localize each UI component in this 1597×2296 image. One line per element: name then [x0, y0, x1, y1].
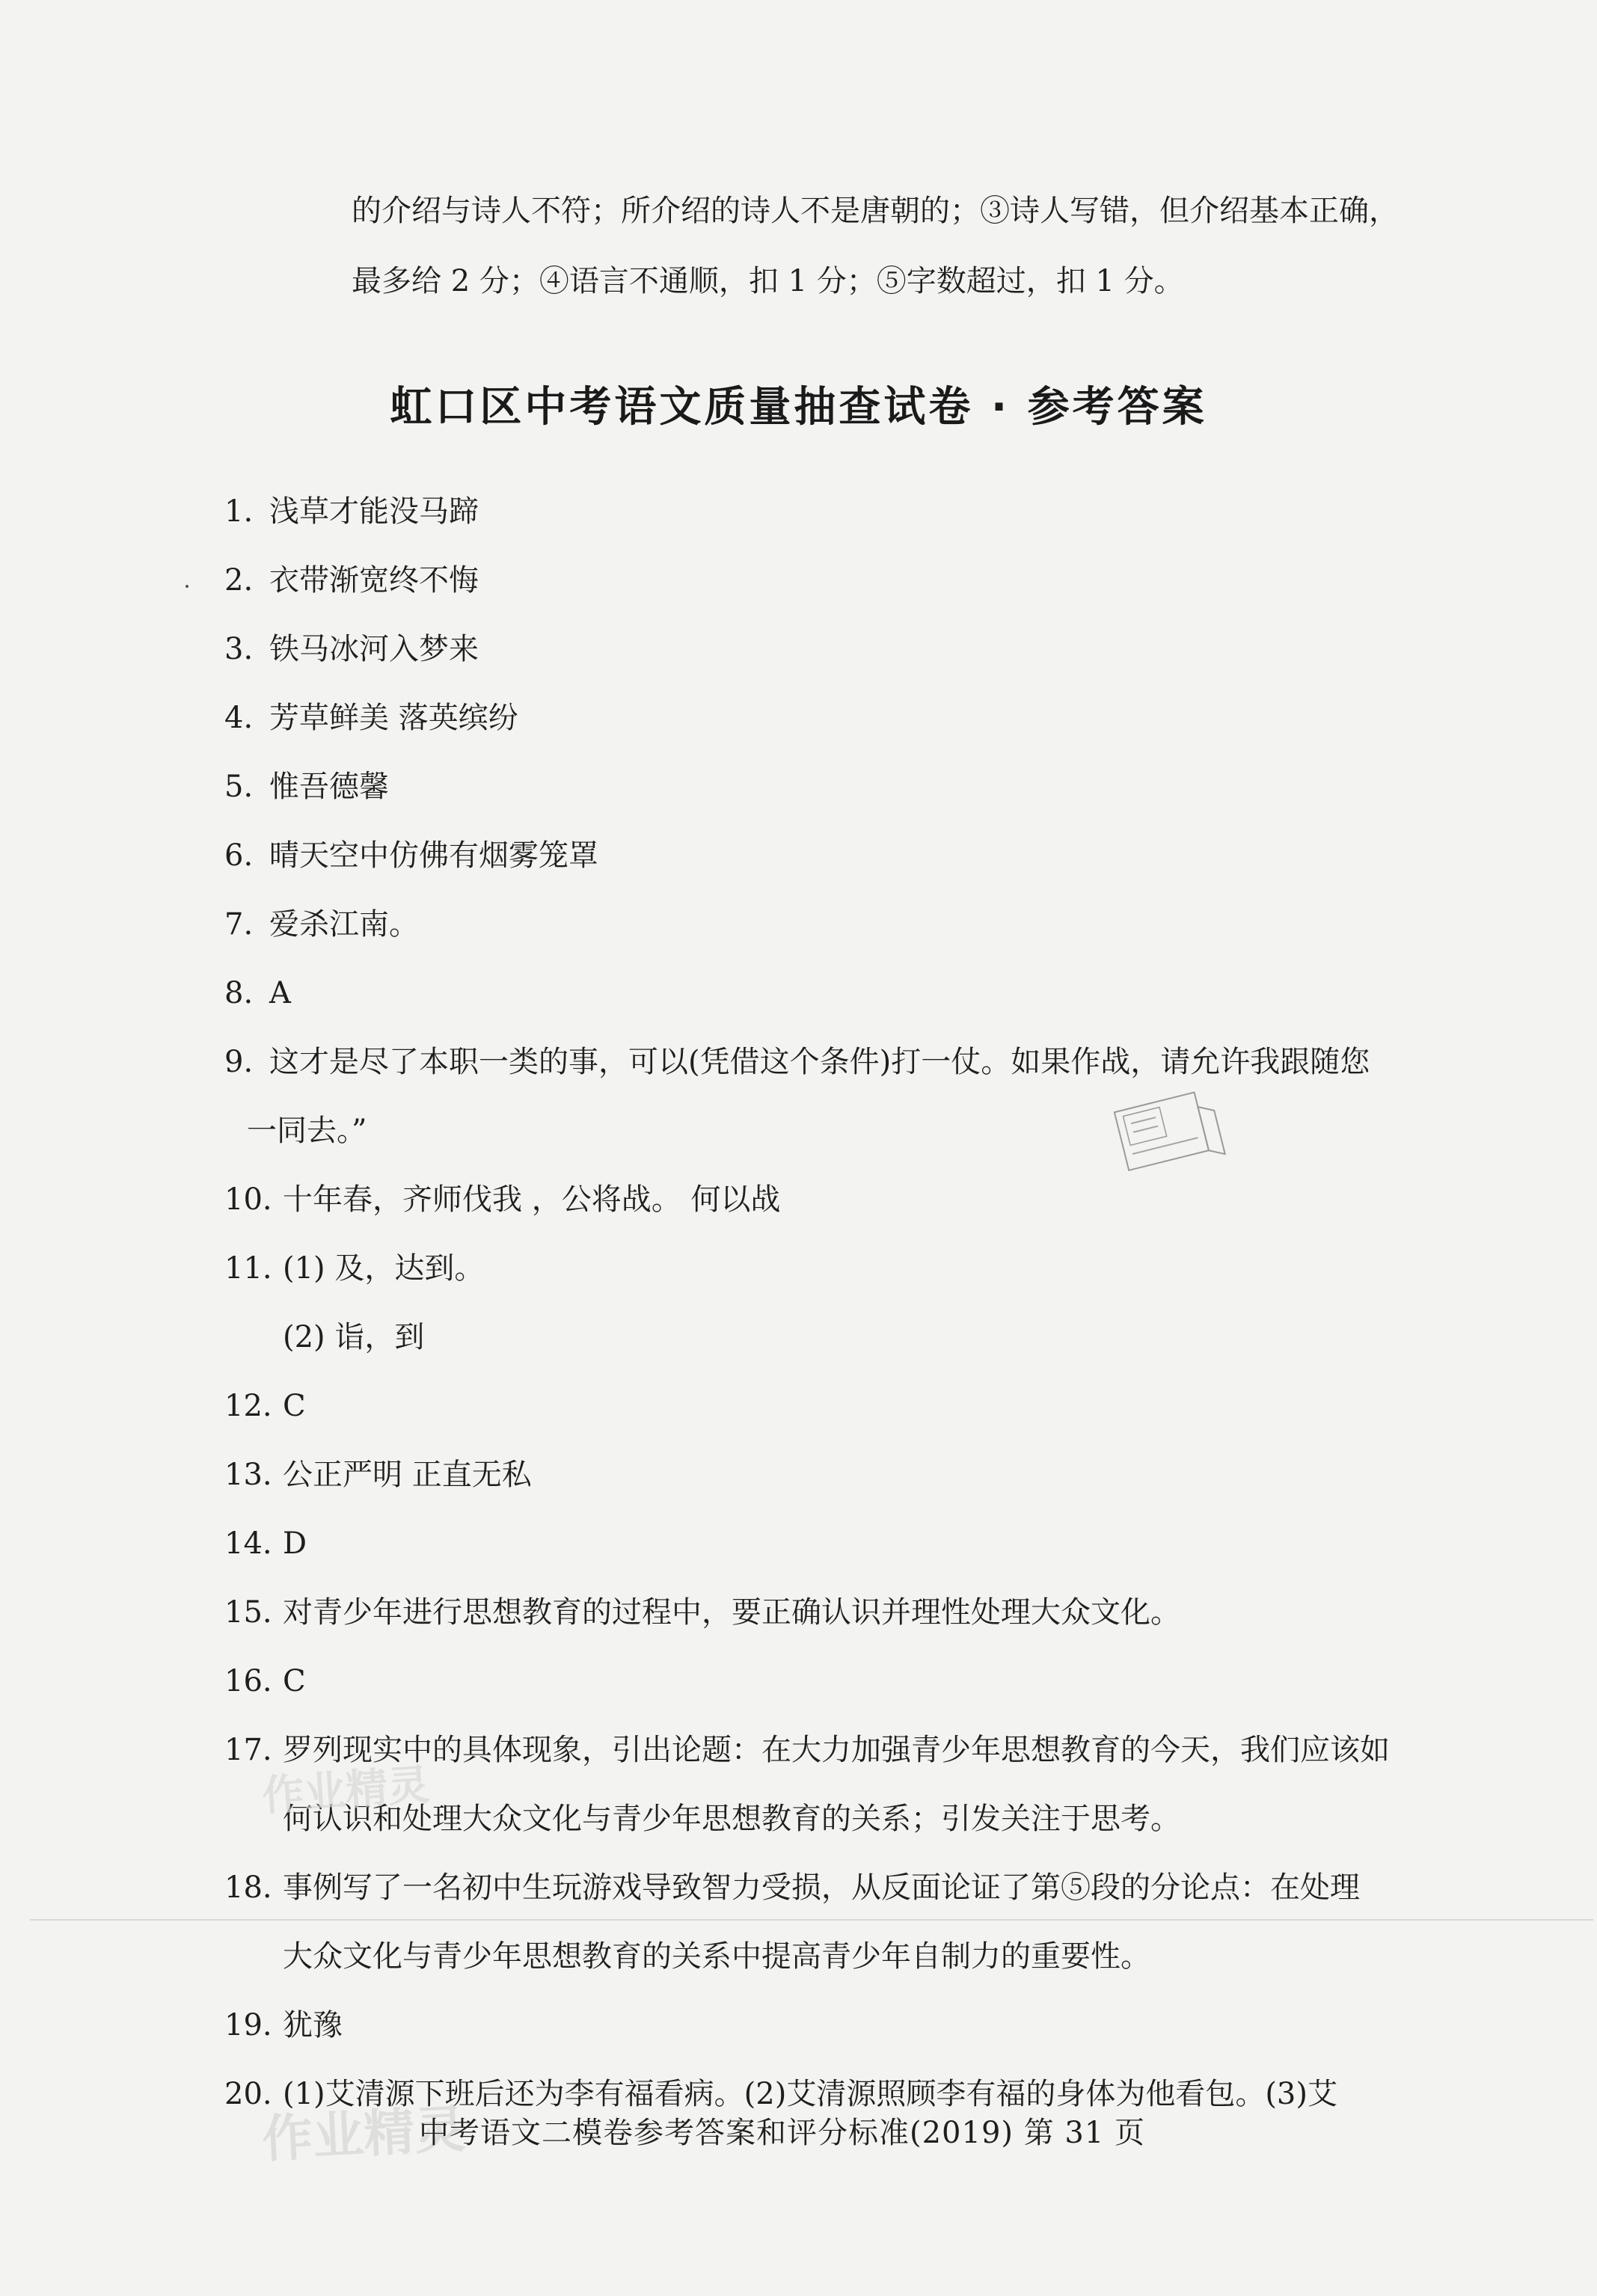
answer-continuation: 一同去。”: [247, 1114, 367, 1148]
answer-continuation: 大众文化与青少年思想教育的关系中提高青少年自制力的重要性。: [283, 1939, 1150, 1974]
answer-item: [224, 838, 598, 874]
answer-text: 铁马冰河入梦来: [269, 632, 479, 666]
answer-text: 浅草才能没马蹄: [269, 494, 479, 529]
answer-text: 这才是尽了本职一类的事，可以(凭借这个条件)打一仗。如果作战，请允许我跟随您: [269, 1045, 1370, 1079]
answer-item: [224, 975, 291, 1011]
watermark-text-bottom: 作业精灵: [260, 2099, 468, 2170]
answer-text: 晴天空中仿佛有烟雾笼罩: [269, 838, 598, 873]
answer-number: 3.: [224, 632, 254, 666]
answer-number: 19.: [224, 2008, 272, 2042]
answer-number: 16.: [224, 1664, 272, 1698]
answer-number: 13.: [224, 1458, 272, 1492]
answer-text: 犹豫: [283, 2008, 343, 2042]
answer-number: 9.: [224, 1045, 254, 1079]
answer-text: 芳草鲜美 落英缤纷: [269, 701, 518, 735]
answer-text: (1) 及，达到。: [283, 1251, 485, 1286]
watermark-stamp-icon: [1106, 1080, 1236, 1194]
answer-item: [224, 1870, 1360, 1906]
scan-speck: [186, 585, 188, 588]
page-title: 虹口区中考语文质量抽查试卷 · 参考答案: [390, 383, 1207, 432]
answer-text: 惟吾德馨: [269, 770, 389, 804]
answer-text: 衣带渐宽终不悔: [269, 563, 479, 598]
answer-item: [224, 1594, 1180, 1630]
answer-text: A: [269, 976, 291, 1010]
answer-number: 11.: [224, 1251, 272, 1286]
answer-item: [224, 2007, 343, 2043]
answer-text: 爱杀江南。: [269, 907, 419, 942]
answer-item: [224, 1663, 306, 1699]
answer-item: [224, 769, 389, 805]
answer-number: 4.: [224, 701, 254, 735]
answer-item: [224, 562, 479, 598]
answer-continuation: 何认识和处理大众文化与青少年思想教育的关系；引发关注于思考。: [283, 1802, 1180, 1836]
answer-number: 8.: [224, 976, 254, 1010]
answer-text: (1)艾清源下班后还为李有福看病。(2)艾清源照顾李有福的身体为他看包。(3)艾: [283, 2077, 1337, 2111]
page-footer: 中考语文二模卷参考答案和评分标准(2019) 第 31 页: [419, 2116, 1146, 2150]
continuation-line-2: 最多给 2 分；④语言不通顺，扣 1 分；⑤字数超过，扣 1 分。: [352, 264, 1184, 298]
answer-text: 对青少年进行思想教育的过程中，要正确认识并理性处理大众文化。: [283, 1595, 1180, 1630]
answer-item: [224, 1044, 1370, 1080]
answer-text: 十年春，齐师伐我 ，公将战。 何以战: [283, 1182, 781, 1217]
answer-text: 公正严明 正直无私: [283, 1458, 532, 1492]
answer-number: 12.: [224, 1389, 272, 1423]
answer-number: 1.: [224, 494, 254, 529]
answer-item: [224, 700, 518, 736]
watermark-text: 作业精灵: [260, 1761, 432, 1821]
answer-item: [224, 631, 479, 667]
answer-text: 事例写了一名初中生玩游戏导致智力受损，从反面论证了第⑤段的分论点：在处理: [283, 1870, 1360, 1905]
answer-item: [224, 1182, 780, 1218]
answer-number: 20.: [224, 2077, 272, 2111]
answer-item: [224, 1457, 532, 1493]
answer-text: C: [283, 1664, 306, 1698]
answer-number: 10.: [224, 1182, 272, 1217]
answer-item: [224, 906, 419, 942]
watermark-logo: [260, 1752, 431, 1823]
answer-continuation: (2) 诣，到: [283, 1320, 425, 1354]
answer-item: [224, 1388, 306, 1424]
answer-number: 2.: [224, 563, 254, 598]
answer-number: 5.: [224, 770, 254, 804]
answer-number: 17.: [224, 1733, 272, 1767]
answer-number: 14.: [224, 1526, 272, 1561]
answer-item: [224, 1250, 484, 1286]
continuation-line-1: 的介绍与诗人不符；所介绍的诗人不是唐朝的；③诗人写错，但介绍基本正确，: [352, 194, 1399, 228]
answer-number: 6.: [224, 838, 254, 873]
answer-number: 18.: [224, 1870, 272, 1905]
answer-text: C: [283, 1389, 306, 1423]
answer-item: [224, 1526, 307, 1562]
page-fold-line: [30, 1919, 1593, 1921]
answer-text: D: [283, 1526, 307, 1561]
answer-item: [224, 494, 479, 530]
answer-number: 7.: [224, 907, 254, 942]
answer-number: 15.: [224, 1595, 272, 1630]
answer-text: 罗列现实中的具体现象，引出论题：在大力加强青少年思想教育的今天，我们应该如: [283, 1733, 1390, 1767]
